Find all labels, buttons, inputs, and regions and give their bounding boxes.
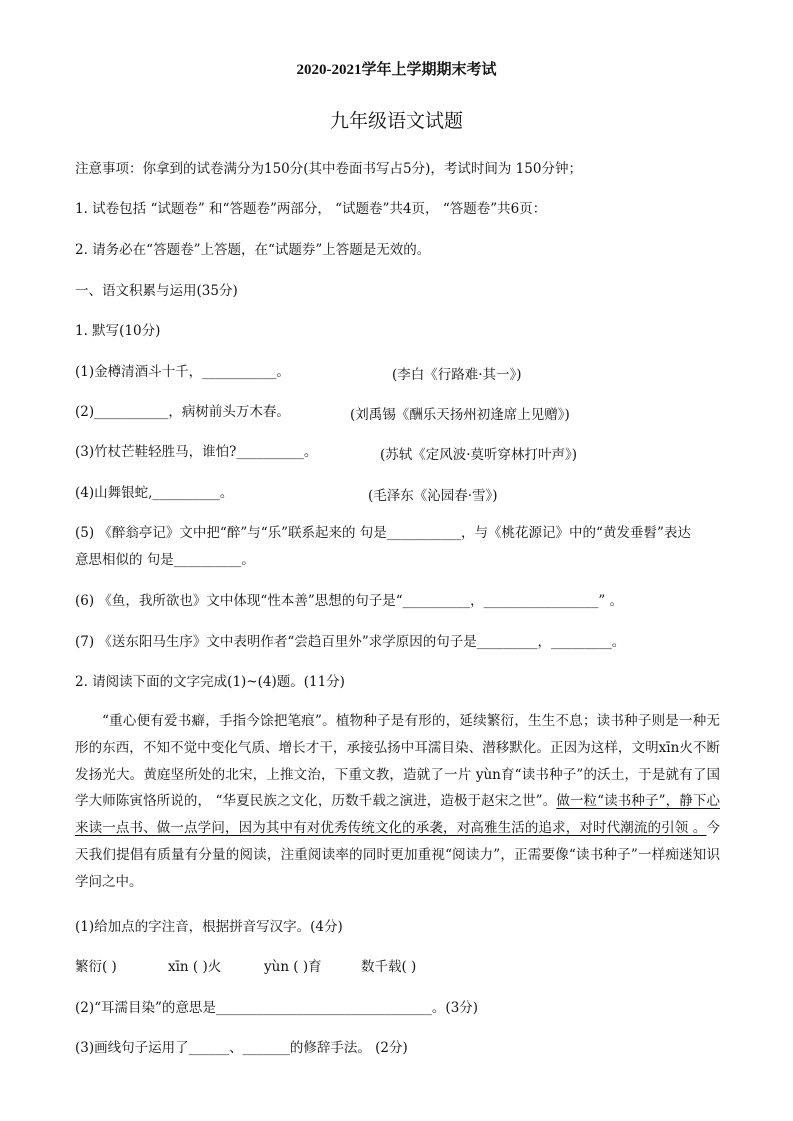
passage-underlined-sentence: 做一粒“读书种子”，静下心来读一点书、做一点学问，因为其中有对优秀传统文化的承袭，对高雅生活的追求，对时代潮流的引领 。 [75,793,721,837]
note-line-1: 1. 试卷包括 “试题卷” 和“答题卷”两部分， “试题卷”共4页， “答题卷”共6页： [75,201,547,217]
reading-passage [75,708,720,896]
q1-item-2: (2)___________，病树前头万木春。 [75,404,290,420]
q2-sub-3: (3)画线句子运用了______、_______的修辞手法。 (2分) [75,1040,408,1056]
note-line-0: 注意事项：你拿到的试卷满分为150分(其中卷面书写占5分)，考试时间为 150分钟； [75,161,582,177]
section-heading: 一、语文积累与运用(35分) [75,283,238,299]
passage-text-after: 今天我们提倡有质量有分量的阅读，注重阅读率的同时更加重视“阅读力”，正需要像“读书种子”一样痴迷知识学问之中。 [75,820,720,890]
exam-subtitle: 九年级语文试题 [329,110,463,132]
q2-sub-2: (2)“耳濡目染”的意思是________________________________。(3分) [75,1000,479,1016]
note-line-2: 2. 请务必在“答题卷”上答题，在“试题券”上答题是无效的。 [75,242,431,258]
pinyin-blank-4: 数千载( ) [361,959,417,975]
pinyin-blank-2: xīn ( )火 [168,959,222,975]
q1-item-4-source: (毛泽东《沁园春·雪》) [368,488,498,504]
q1-item-6: (6) 《鱼，我所欲也》文中体现“性本善”思想的句子是“__________，_________________” 。 [75,593,624,609]
passage-text-before: “重心便有爱书癖，手指今馀把笔痕”。植物种子是有形的，延续繁衍，生生不息；读书种子则是一种无形的东西，不知不觉中变化气质、增长才干，承接弘扬中耳濡目染、潜移默化。正因为这样，文明xīn火不断发扬光大。黄庭坚所处的北宋，上推文治，下重文教，造就了一片 yùn育“读书种子”的沃土，于是就有了国学大师陈寅恪所说的， “华夏民族之文化，历数千载之演进，造极于赵宋之世”。 [75,713,720,810]
q1-heading: 1. 默写(10分) [75,323,161,339]
q1-item-3: (3)竹杖芒鞋轻胜马，谁怕?__________。 [75,444,318,460]
q1-item-7: (7) 《送东阳马生序》文中表明作者“尝趋百里外”求学原因的句子是_________，_________。 [75,634,626,650]
q2-heading: 2. 请阅读下面的文字完成(1)~(4)题。(11分) [75,674,345,690]
q1-item-1-source: (李白《行路难·其一》) [392,367,522,383]
exam-title: 2020-2021学年上学期期末考试 [296,62,497,78]
pinyin-blank-1: 繁衍( ) [75,959,117,975]
q1-item-3-source: (苏轼《定风波·莫听穿林打叶声》) [380,447,578,463]
q1-item-5-line-1: (5) 《醉翁亭记》文中把“醉”与“乐”联系起来的 句是___________，与《桃花源记》中的“黄发垂髫”表达 [75,525,691,541]
q1-item-4: (4)山舞银蛇,__________。 [75,485,234,501]
pinyin-blank-3: yùn ( )育 [264,959,322,975]
q2-sub-1: (1)给加点的字注音，根据拼音写汉字。(4分) [75,919,343,935]
q1-item-1: (1)金樽清酒斗十千，___________。 [75,364,290,380]
q1-item-2-source: (刘禹锡《酬乐天扬州初逢席上见赠》) [350,407,570,423]
q1-item-5-line-2: 意思相似的 句是__________。 [75,552,255,568]
